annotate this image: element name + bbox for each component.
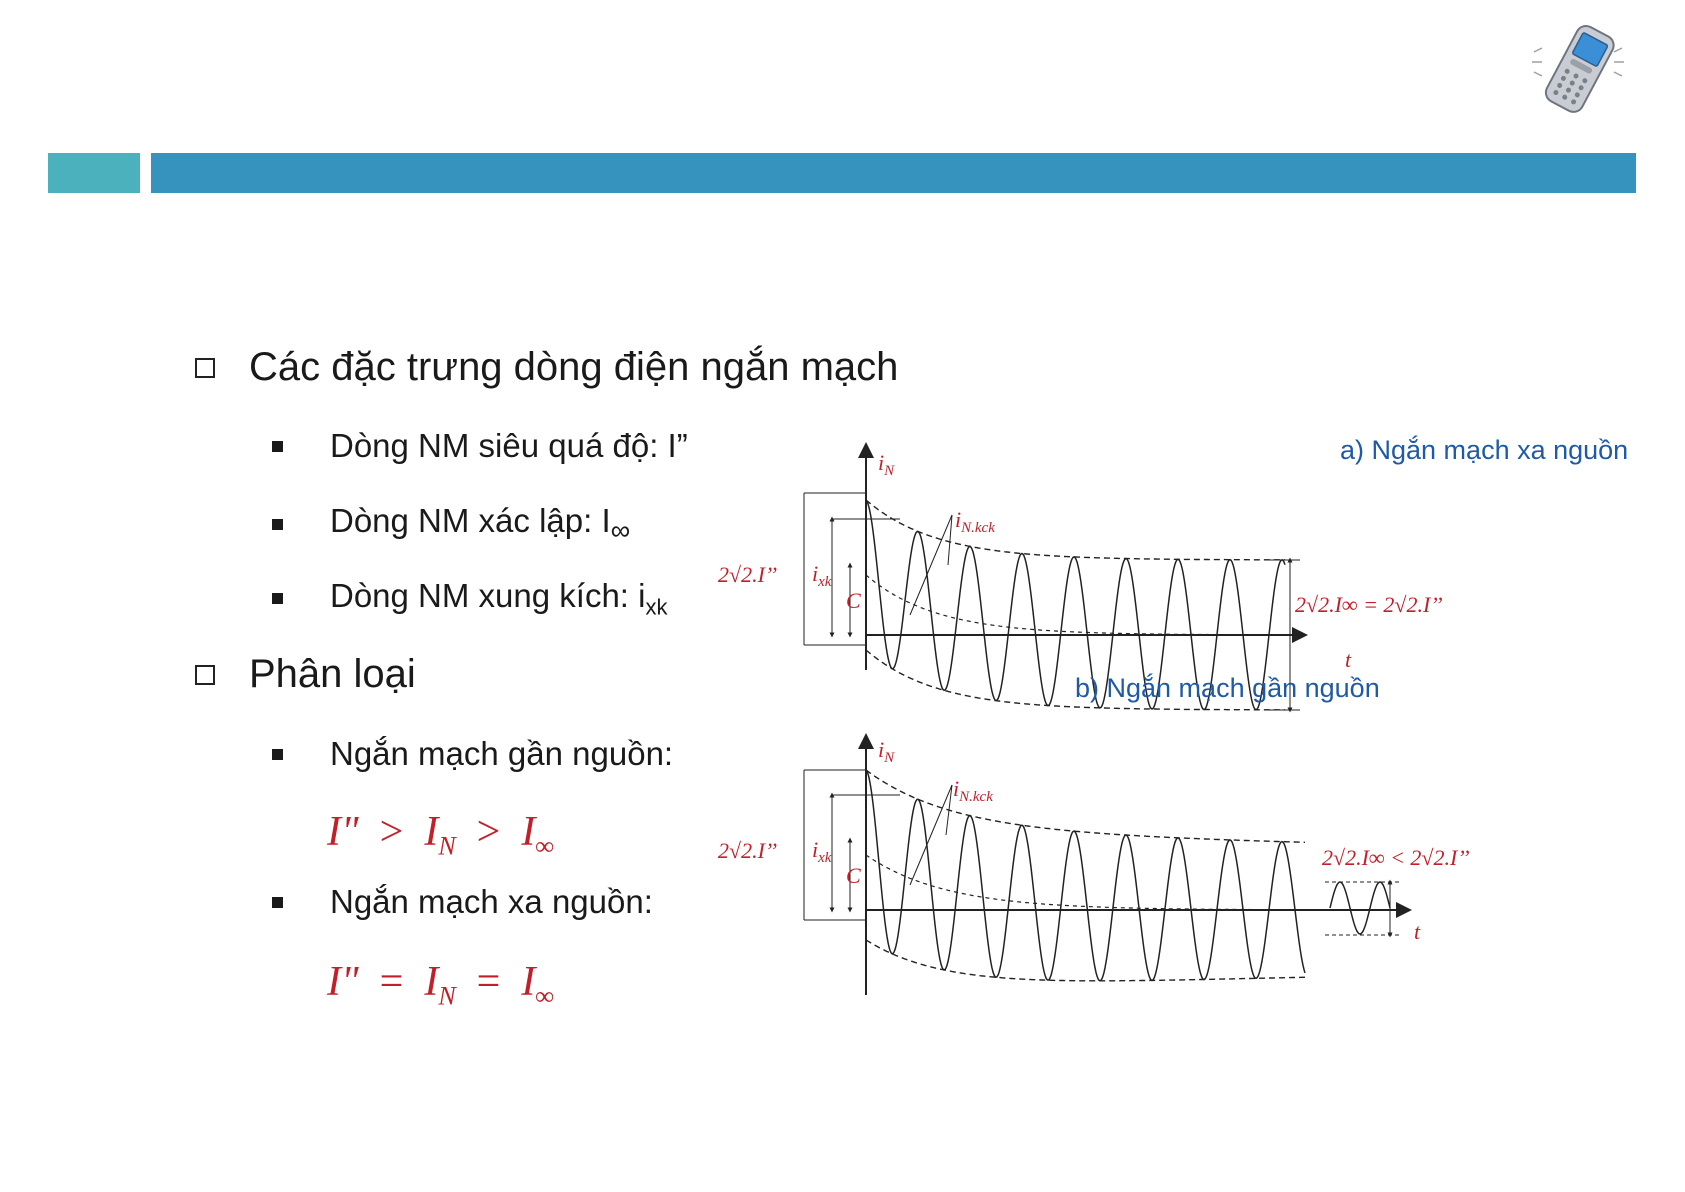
label-steady-b: 2√2.I∞ < 2√2.I’’ xyxy=(1322,845,1470,870)
mobile-phone-icon xyxy=(1524,22,1632,114)
equation-near-source: I" > $I_N > I_\infty$ xyxy=(327,809,554,861)
list-item xyxy=(272,427,688,465)
item-text: Dòng NM xác lập: $I_\infty$ xyxy=(330,502,631,546)
header-accent-block xyxy=(48,153,140,193)
checkbox-bullet-icon xyxy=(195,665,215,685)
axis-label-x-a: t xyxy=(1345,647,1352,672)
equation-far-source: I" = $I_N = I_\infty$ xyxy=(327,959,554,1011)
square-bullet-icon xyxy=(272,749,283,760)
label-kck-b: $i_{N.kck}$ xyxy=(953,776,993,805)
square-bullet-icon xyxy=(272,593,283,604)
label-peak-b: 2√2.I’’ xyxy=(718,838,778,863)
section-heading-characteristics xyxy=(195,345,898,390)
panel-a-title: a) Ngắn mạch xa nguồn xyxy=(1340,435,1629,465)
checkbox-bullet-icon xyxy=(195,358,215,378)
axis-label-y-b: $i_N$ xyxy=(878,737,895,766)
header-bar xyxy=(151,153,1636,193)
label-c-b: C xyxy=(846,863,861,888)
panel-b-title: b) Ngắn mạch gần nguồn xyxy=(1075,673,1380,703)
list-item xyxy=(272,502,630,547)
label-c-a: C xyxy=(846,588,861,613)
item-text: Dòng NM xung kích: $i_{xk}$ xyxy=(330,577,668,620)
list-item xyxy=(272,577,667,621)
label-ixk-a: $i_{xk}$ xyxy=(812,561,832,590)
label-peak-a: 2√2.I’’ xyxy=(718,562,778,587)
item-text: Ngắn mạch gần nguồn: xyxy=(330,735,674,772)
item-text: Ngắn mạch xa nguồn: xyxy=(330,883,653,920)
item-text: Dòng NM siêu quá độ: I” xyxy=(330,427,688,464)
panel-a xyxy=(718,434,1628,710)
label-kck-a: $i_{N.kck}$ xyxy=(955,507,995,536)
section-title: Phân loại xyxy=(249,652,416,696)
section-heading-classification xyxy=(195,652,416,697)
list-item xyxy=(272,883,653,921)
label-ixk-b: $i_{xk}$ xyxy=(812,837,832,866)
square-bullet-icon xyxy=(272,897,283,908)
axis-label-x-b: t xyxy=(1414,919,1421,944)
panel-b xyxy=(718,672,1470,995)
square-bullet-icon xyxy=(272,441,283,452)
axis-label-y-a: $i_N$ xyxy=(878,450,895,479)
square-bullet-icon xyxy=(272,519,283,530)
short-circuit-waveform-figure xyxy=(700,435,1629,1005)
section-title: Các đặc trưng dòng điện ngắn mạch xyxy=(249,345,899,389)
list-item xyxy=(272,735,673,773)
label-steady-a: 2√2.I∞ = 2√2.I’’ xyxy=(1295,592,1443,617)
